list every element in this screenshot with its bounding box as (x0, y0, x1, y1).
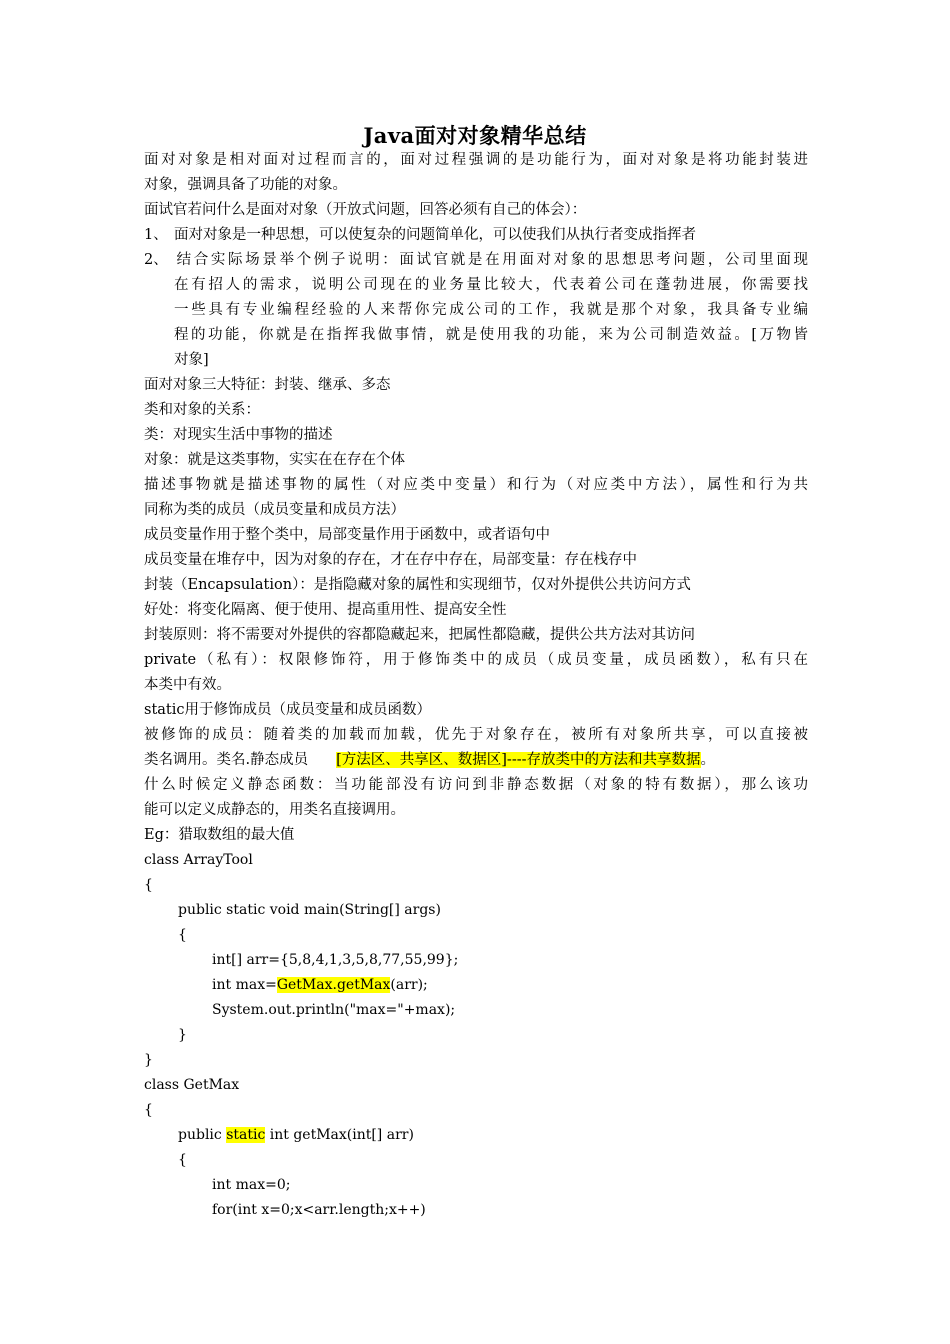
code-line-7: System.out.println("max="+max); (212, 1002, 456, 1018)
features-line: 面对对象三大特征：封装、继承、多态 (144, 377, 391, 393)
code-line-12 (144, 1123, 808, 1148)
class-object-relation: 类和对象的关系： (144, 402, 260, 418)
list-item-2-line-2: 在有招人的需求，说明公司现在的业务量比较大，代表着公司在蓬勃进展，你需要找 (174, 277, 808, 293)
code-max-decl: int max= (212, 977, 277, 993)
static-use-line: static用于修饰成员（成员变量和成员函数） (144, 702, 431, 718)
code-signature: int getMax(int[] arr) (265, 1127, 414, 1143)
code-line-10: class GetMax (144, 1077, 240, 1093)
code-line-3: public static void main(String[] args) (178, 902, 441, 918)
static-member-line-2 (144, 748, 808, 773)
object-definition: 对象：就是这类事物，实实在在存在个体 (144, 452, 405, 468)
list-item-1-number: 1、 (144, 227, 168, 243)
private-line-2: 本类中有效。 (144, 677, 231, 693)
list-item-2-line-5: 对象] (174, 352, 209, 368)
static-member-period: 。 (700, 752, 716, 768)
document-body (144, 148, 808, 1223)
code-line-13: { (178, 1152, 187, 1168)
code-line-9: } (144, 1052, 153, 1068)
list-item-2-line-4: 程的功能，你就是在指挥我做事情，就是使用我的功能，来为公司制造效益。[万物皆 (174, 327, 808, 343)
static-member-line-1: 被修饰的成员：随着类的加载而加载，优先于对象存在，被所有对象所共享，可以直接被 (144, 727, 808, 743)
principle-line: 封装原则：将不需要对外提供的容都隐藏起来，把属性都隐藏，提供公共方法对其访问 (144, 627, 695, 643)
code-line-14: int max=0; (212, 1177, 291, 1193)
interview-question: 面试官若问什么是面对对象（开放式问题，回答必须有自己的体会）： (144, 202, 587, 218)
code-args: (arr); (390, 977, 428, 993)
static-member-text: 类名调用。类名.静态成员 (144, 752, 309, 768)
highlighted-method-call: GetMax.getMax (276, 977, 391, 993)
code-line-2: { (144, 877, 153, 893)
list-item-2-number: 2、 (144, 252, 168, 268)
example-heading: Eg：猎取数组的最大值 (144, 827, 295, 843)
list-item-2-line-1: 结合实际场景举个例子说明：面试官就是在用面对对象的思想思考问题，公司里面现 (174, 252, 808, 268)
encapsulation-line: 封装（Encapsulation）：是指隐藏对象的属性和实现细节，仅对外提供公共访问方式 (144, 577, 691, 593)
member-heap-line: 成员变量在堆存中，因为对象的存在，才在存中存在，局部变量：存在栈存中 (144, 552, 637, 568)
code-line-4: { (178, 927, 187, 943)
code-public: public (178, 1127, 227, 1143)
describe-line-2: 同称为类的成员（成员变量和成员方法） (144, 502, 405, 518)
list-item-2 (144, 248, 808, 273)
describe-line-1: 描述事物就是描述事物的属性（对应类中变量）和行为（对应类中方法），属性和行为共 (144, 477, 808, 493)
intro-line-1: 面对对象是相对面对过程而言的，面对过程强调的是功能行为，面对对象是将功能封装进 (144, 152, 808, 168)
highlighted-memory-area: [方法区、共享区、数据区]----存放类中的方法和共享数据 (336, 752, 701, 768)
intro-line-2: 对象，强调具备了功能的对象。 (144, 177, 347, 193)
private-line-1: private（私有）：权限修饰符，用于修饰类中的成员（成员变量，成员函数），私有只在 (144, 652, 808, 668)
list-item-2-line-3: 一些具有专业编程经验的人来帮你完成公司的工作，我就是那个对象，我具备专业编 (174, 302, 808, 318)
list-item-1 (144, 223, 808, 248)
list-item-1-text: 面对对象是一种思想，可以使复杂的问题简单化，可以使我们从执行者变成指挥者 (174, 227, 696, 243)
document-title: Java面对对象精华总结 (363, 123, 587, 148)
member-scope-line: 成员变量作用于整个类中，局部变量作用于函数中，或者语句中 (144, 527, 550, 543)
code-line-15: for(int x=0;x<arr.length;x++) (212, 1202, 426, 1218)
code-line-5: int[] arr={5,8,4,1,3,5,8,77,55,99}; (212, 952, 459, 968)
code-line-1: class ArrayTool (144, 852, 253, 868)
benefit-line: 好处：将变化隔离、便于使用、提高重用性、提高安全性 (144, 602, 507, 618)
code-line-11: { (144, 1102, 153, 1118)
code-line-8: } (178, 1027, 187, 1043)
code-line-6 (144, 973, 808, 998)
highlighted-static-keyword: static (226, 1127, 266, 1143)
class-definition: 类：对现实生活中事物的描述 (144, 427, 333, 443)
when-static-line-2: 能可以定义成静态的，用类名直接调用。 (144, 802, 405, 818)
when-static-line-1: 什么时候定义静态函数：当功能部没有访问到非静态数据（对象的特有数据），那么该功 (144, 777, 808, 793)
